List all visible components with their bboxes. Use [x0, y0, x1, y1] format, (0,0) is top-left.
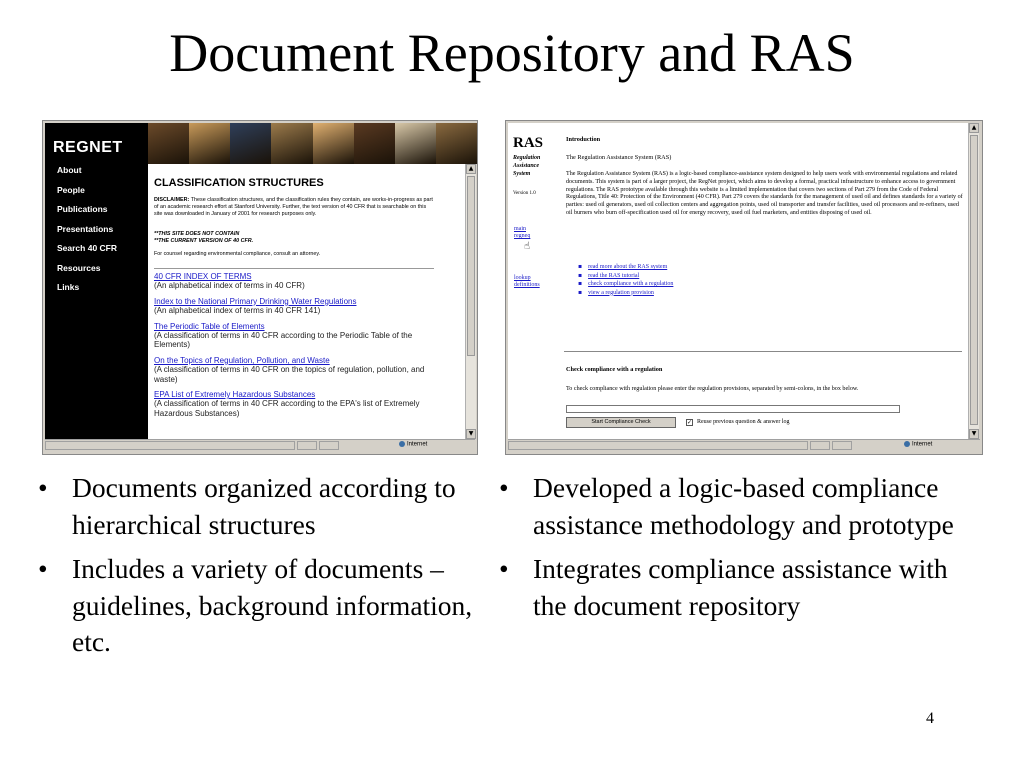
banner-photo [148, 123, 189, 164]
warning [154, 231, 253, 245]
tutorial-link[interactable]: read the RAS tutorial [588, 272, 640, 279]
disclaimer [154, 197, 436, 218]
list-item [578, 272, 673, 281]
nav-item-resources[interactable]: Resources [57, 262, 101, 273]
ras-version: Version 1.0 [513, 191, 536, 196]
check-compliance-link[interactable]: check compliance with a regulation [588, 281, 674, 287]
regnet-sidebar [45, 123, 148, 439]
status-cell [508, 441, 808, 450]
ras-subtitle [513, 154, 557, 178]
bullet-item: • Includes a variety of documents – guidelines, background information, etc. [34, 551, 484, 661]
view-provision-link[interactable]: view a regulation provision [588, 289, 654, 296]
check-instructions: To check compliance with regulation please enter the regulation provisions, separated by semi-colons, in the box below. [566, 386, 859, 392]
list-item [154, 390, 436, 418]
status-zone-label: Internet [407, 441, 428, 448]
status-cell [810, 441, 830, 450]
banner-photo [354, 123, 395, 164]
bullet-list-right [495, 470, 965, 632]
list-item [154, 272, 436, 291]
slide-title: Document Repository and RAS [169, 23, 855, 83]
warning-line-2: **THE CURRENT VERSION OF 40 CFR. [154, 238, 254, 244]
status-cell [45, 441, 295, 450]
nav-item-publications[interactable]: Publications [57, 204, 108, 214]
cls-description: (A classification of terms in 40 CFR on the topics of regulation, pollution, and waste) [154, 365, 425, 384]
list-item [578, 280, 673, 289]
status-cell [319, 441, 339, 450]
status-bar [45, 439, 475, 452]
banner-photo [271, 123, 312, 164]
bullet-item: • Integrates compliance assistance with the document repository [495, 551, 965, 624]
list-item [578, 263, 673, 272]
scroll-down-icon[interactable]: ▼ [969, 429, 979, 439]
lookup-definitions-link[interactable]: lookup definitions [514, 275, 540, 288]
nav-item-presentations[interactable]: Presentations [57, 223, 114, 234]
hand-cursor-icon: ☝ [524, 241, 531, 252]
cls-description: (An alphabetical index of terms in 40 CFR) [154, 281, 305, 291]
bullet-item: • Documents organized according to hierarchical structures [34, 470, 484, 543]
ras-logo: RAS [513, 135, 544, 151]
ras-subtitle-line: System [513, 171, 531, 177]
disclaimer-text: These classification structures, and the classification rules they contain, are works-in-progress as part of an academic research effort at Stanford University. Further, the text version of 40 CFR that is searchable on this site was downloaded in January of 2001 for research purposes only. [154, 197, 433, 217]
cls-link[interactable]: Index to the National Primary Drinking Water Regulations [154, 296, 357, 306]
cls-description: (A classification of terms in 40 CFR according to the Periodic Table of the Elements) [154, 331, 413, 350]
check-heading: Check compliance with a regulation [566, 366, 663, 373]
list-item [578, 289, 673, 298]
status-zone [904, 441, 932, 448]
ras-page [508, 123, 968, 439]
ras-links [578, 263, 673, 297]
list-item [154, 356, 436, 384]
vertical-scrollbar[interactable] [968, 123, 979, 439]
banner-photo [189, 123, 230, 164]
reuse-log-label: Reuse previous question & answer log [697, 419, 790, 425]
ras-screenshot [505, 120, 983, 455]
cls-link[interactable]: EPA List of Extremely Hazardous Substances [154, 390, 316, 400]
regnet-nav [57, 165, 117, 302]
intro-heading: Introduction [566, 136, 601, 143]
regnet-logo: REGNET [53, 139, 123, 156]
divider [154, 268, 434, 269]
nav-item-about[interactable]: About [57, 165, 82, 175]
bullet-list-left [34, 470, 484, 669]
page-number: 4 [926, 710, 934, 727]
scroll-thumb[interactable] [467, 176, 475, 356]
cls-description: (A classification of terms in 40 CFR according to the EPA's list of Extremely Hazardous Substances) [154, 399, 420, 418]
counsel-note: For counsel regarding environmental compliance, consult an attorney. [154, 251, 321, 257]
banner-photo [395, 123, 436, 164]
warning-line-1: **THIS SITE DOES NOT CONTAIN [154, 231, 240, 237]
regnet-banner-photos [148, 123, 477, 164]
scroll-up-icon[interactable]: ▲ [466, 164, 476, 174]
vertical-scrollbar[interactable] [465, 164, 476, 439]
cls-link[interactable]: The Periodic Table of Elements [154, 321, 265, 331]
bullet-item: • Developed a logic-based compliance assistance methodology and prototype [495, 470, 965, 543]
status-bar [508, 439, 980, 452]
divider [564, 351, 962, 352]
main-link[interactable]: main regneq [514, 226, 531, 239]
cls-link[interactable]: 40 CFR INDEX OF TERMS [154, 272, 252, 281]
disclaimer-label: DISCLAIMER: [154, 197, 190, 203]
intro-subtitle: The Regulation Assistance System (RAS) [566, 154, 672, 161]
classification-page [148, 164, 465, 439]
intro-paragraph: The Regulation Assistance System (RAS) is a logic-based compliance-assistance system designed to help users work with environmental regulations and related documents. This system is part of a larger project, the RegNet project, which aims to develop a formal, practical infrastructure to enhance access to government regulations. The RAS prototype available through this website is a limited implementation that covers two sections of Part 279 from the Code of Federal Regulations, Title 40: Protection of the Environment (40 CFR). Part 279 covers the standards for the management of used oil and defines standards for a variety of parties: used oil generators, used oil collection centers and aggregation points, used oil transporter and transfer facilities, used oil processors and re-refiners, used oil burners who burn off-specification used oil for energy recovery, used oil fuel marketers, and entities disposing of used oil. [566, 171, 963, 216]
nav-item-people[interactable]: People [57, 184, 85, 195]
scroll-down-icon[interactable]: ▼ [466, 429, 476, 439]
scroll-up-icon[interactable]: ▲ [969, 123, 979, 133]
ras-subtitle-line: Regulation [513, 155, 541, 161]
status-zone [399, 441, 427, 448]
list-item [154, 322, 436, 350]
globe-icon [399, 441, 405, 447]
regulation-provisions-input[interactable] [566, 405, 900, 413]
status-cell [832, 441, 852, 450]
read-more-link[interactable]: read more about the RAS system [588, 264, 668, 270]
list-item [154, 297, 436, 316]
status-zone-label: Internet [912, 441, 933, 448]
globe-icon [904, 441, 910, 447]
regnet-screenshot [42, 120, 478, 455]
reuse-log-checkbox[interactable]: ✓ [687, 419, 693, 426]
start-compliance-check-button[interactable]: Start Compliance Check [566, 417, 676, 428]
banner-photo [436, 123, 477, 164]
classification-list [154, 272, 436, 424]
cls-link[interactable]: On the Topics of Regulation, Pollution, and Waste [154, 355, 330, 365]
page-title: CLASSIFICATION STRUCTURES [154, 177, 324, 189]
ras-subtitle-line: Assistance [513, 163, 540, 169]
status-cell [297, 441, 317, 450]
banner-photo [230, 123, 271, 164]
cls-description: (An alphabetical index of terms in 40 CFR 141) [154, 306, 321, 316]
nav-item-search-40-cfr[interactable]: Search 40 CFR [57, 243, 117, 253]
nav-item-links[interactable]: Links [57, 282, 80, 292]
scroll-thumb[interactable] [970, 135, 978, 425]
banner-photo [313, 123, 354, 164]
